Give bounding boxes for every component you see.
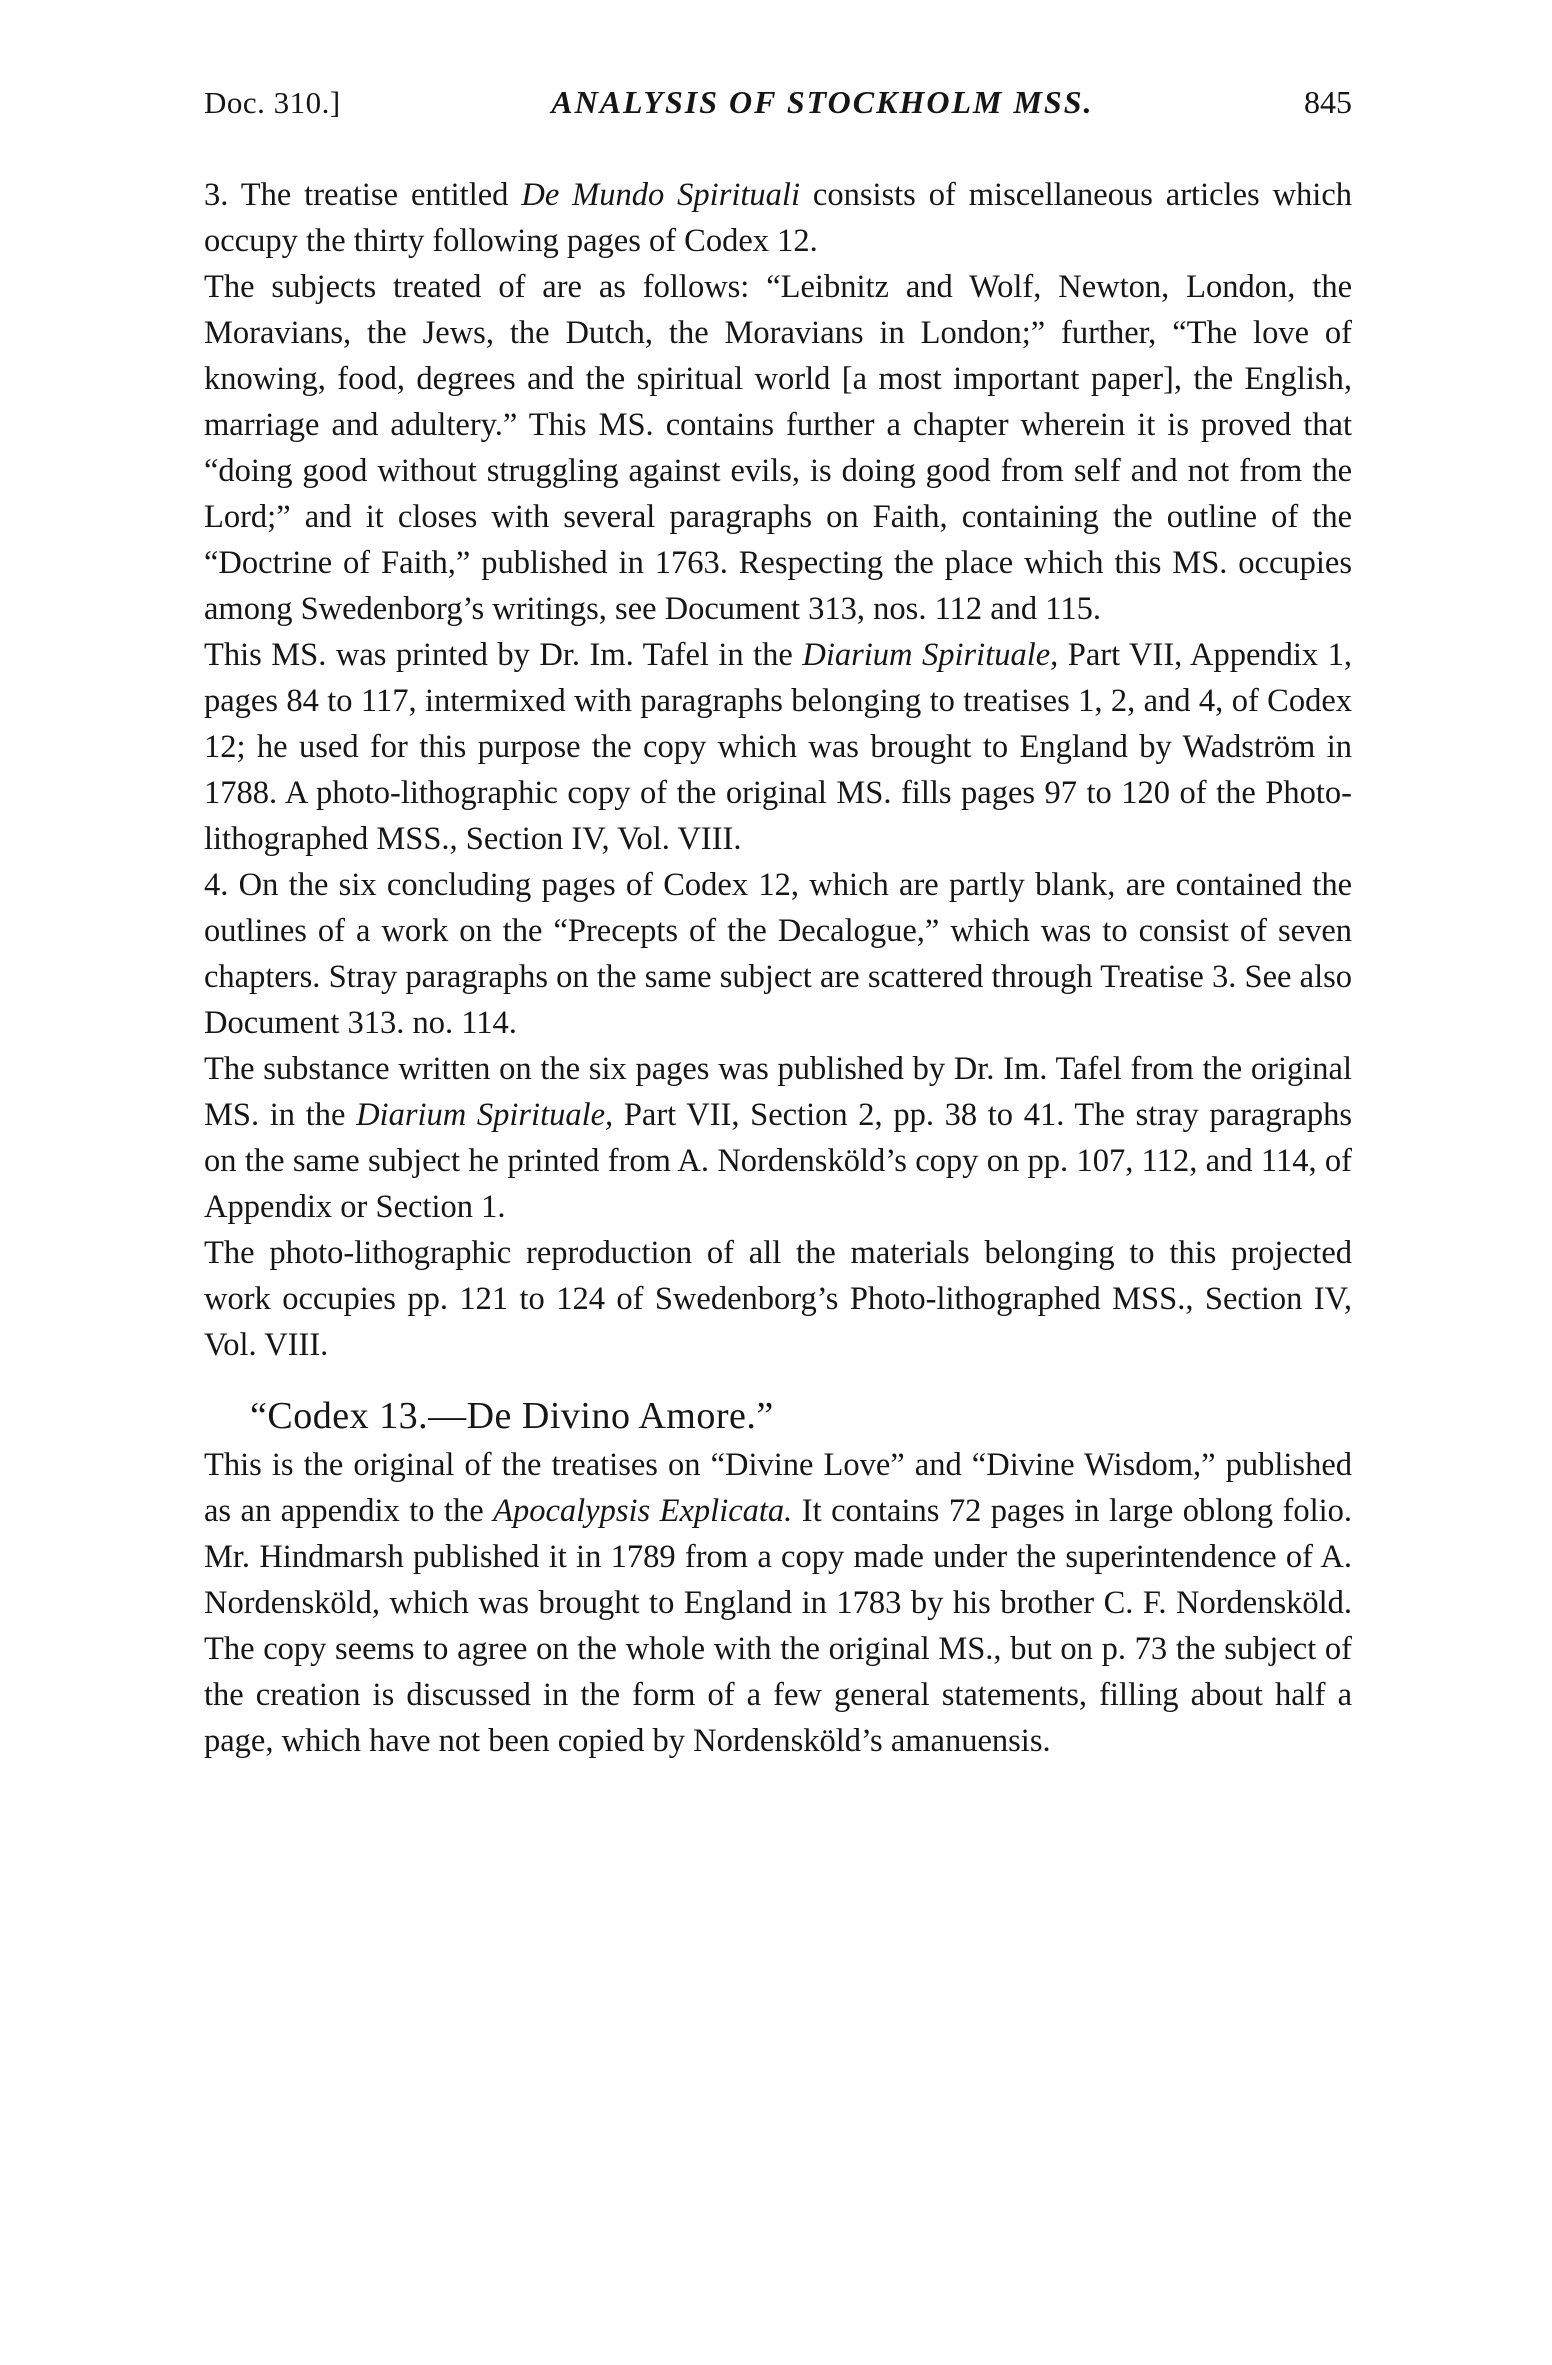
title-italic: De Mundo Spirituali [521, 177, 800, 213]
paragraph-reproduction: The photo-lithographic reproduction of all the materials belonging to this projected work occupies pp. 121 to 124 of Swedenborg’s Photo-lithographed MSS., Section IV, Vol. VIII. [204, 1235, 1352, 1363]
page [204, 84, 1352, 1764]
running-head [204, 84, 1352, 136]
page-number: 845 [1304, 84, 1352, 120]
paragraph-treatise-3 [204, 172, 1352, 264]
document-number: Doc. 310.] [204, 85, 341, 120]
paragraph-text: This is the original of the treatises on “Divine Love” and “Divine Wisdom,” published as an appendix to the [204, 1447, 1352, 1529]
paragraph-text: The substance written on the six pages was published by Dr. Im. Tafel from the original MS. in the [204, 1051, 1352, 1133]
paragraph-treatise-4: 4. On the six concluding pages of Codex 12, which are partly blank, are contained the outlines of a work on the “Precepts of the Decalogue,” which was to consist of seven chapters. Stray paragraphs on the same subject are scattered through Treatise 3. See also Document 313. no. 114. [204, 867, 1352, 1041]
title-italic: Diarium Spirituale, [802, 637, 1059, 673]
body-text [204, 172, 1352, 1764]
title-italic: Diarium Spirituale, [356, 1097, 614, 1133]
paragraph-text: 3. The treatise entitled [204, 177, 522, 213]
paragraph-subjects: The subjects treated of are as follows: “Leibnitz and Wolf, Newton, London, the Moravians, the Jews, the Dutch, the Moravians in London;” further, “The love of knowing, food, degrees and the spiritual world [a most important paper], the English, marriage and adultery.” This MS. contains further a chapter wherein it is proved that “doing good without struggling against evils, is doing good from self and not from the Lord;” and it closes with several paragraphs on Faith, containing the outline of the “Doctrine of Faith,” published in 1763. Respecting the place which this MS. occupies among Swedenborg’s writings, see Document 313, nos. 112 and 115. [204, 269, 1352, 627]
title-italic: Apocalypsis Explicata. [493, 1493, 793, 1529]
paragraph-text: It contains 72 pages in large oblong folio. Mr. Hindmarsh published it in 1789 from a copy made under the superintendence of A. Nordensköld, which was brought to England in 1783 by his brother C. F. Nordensköld. The copy seems to agree on the whole with the original MS., but on p. 73 the subject of the creation is discussed in the form of a few general statements, filling about half a page, which have not been copied by Nordensköld’s amanuensis. [204, 1493, 1352, 1759]
paragraph-codex-13 [204, 1442, 1352, 1764]
running-title: ANALYSIS OF STOCKHOLM MSS. [551, 84, 1094, 120]
paragraph-text: This MS. was printed by Dr. Im. Tafel in the [204, 637, 803, 673]
paragraph-text: consists of miscellaneous articles which occupy the thirty following pages of Codex 12. [204, 177, 1352, 259]
paragraph-text: Part VII, Appendix 1, pages 84 to 117, intermixed with paragraphs belonging to treatises 1, 2, and 4, of Codex 12; he used for this purpose the copy which was brought to England by Wadström in 1788. A photo-lithographic copy of the original MS. fills pages 97 to 120 of the Photo-lithographed MSS., Section IV, Vol. VIII. [204, 637, 1353, 857]
paragraph-substance [204, 1046, 1352, 1230]
paragraph-text: Part VII, Section 2, pp. 38 to 41. The stray paragraphs on the same subject he printed from A. Nordensköld’s copy on pp. 107, 112, and 114, of Appendix or Section 1. [204, 1097, 1352, 1225]
paragraph-printing [204, 632, 1352, 862]
section-heading: “Codex 13.—De Divino Amore.” [250, 1395, 774, 1437]
